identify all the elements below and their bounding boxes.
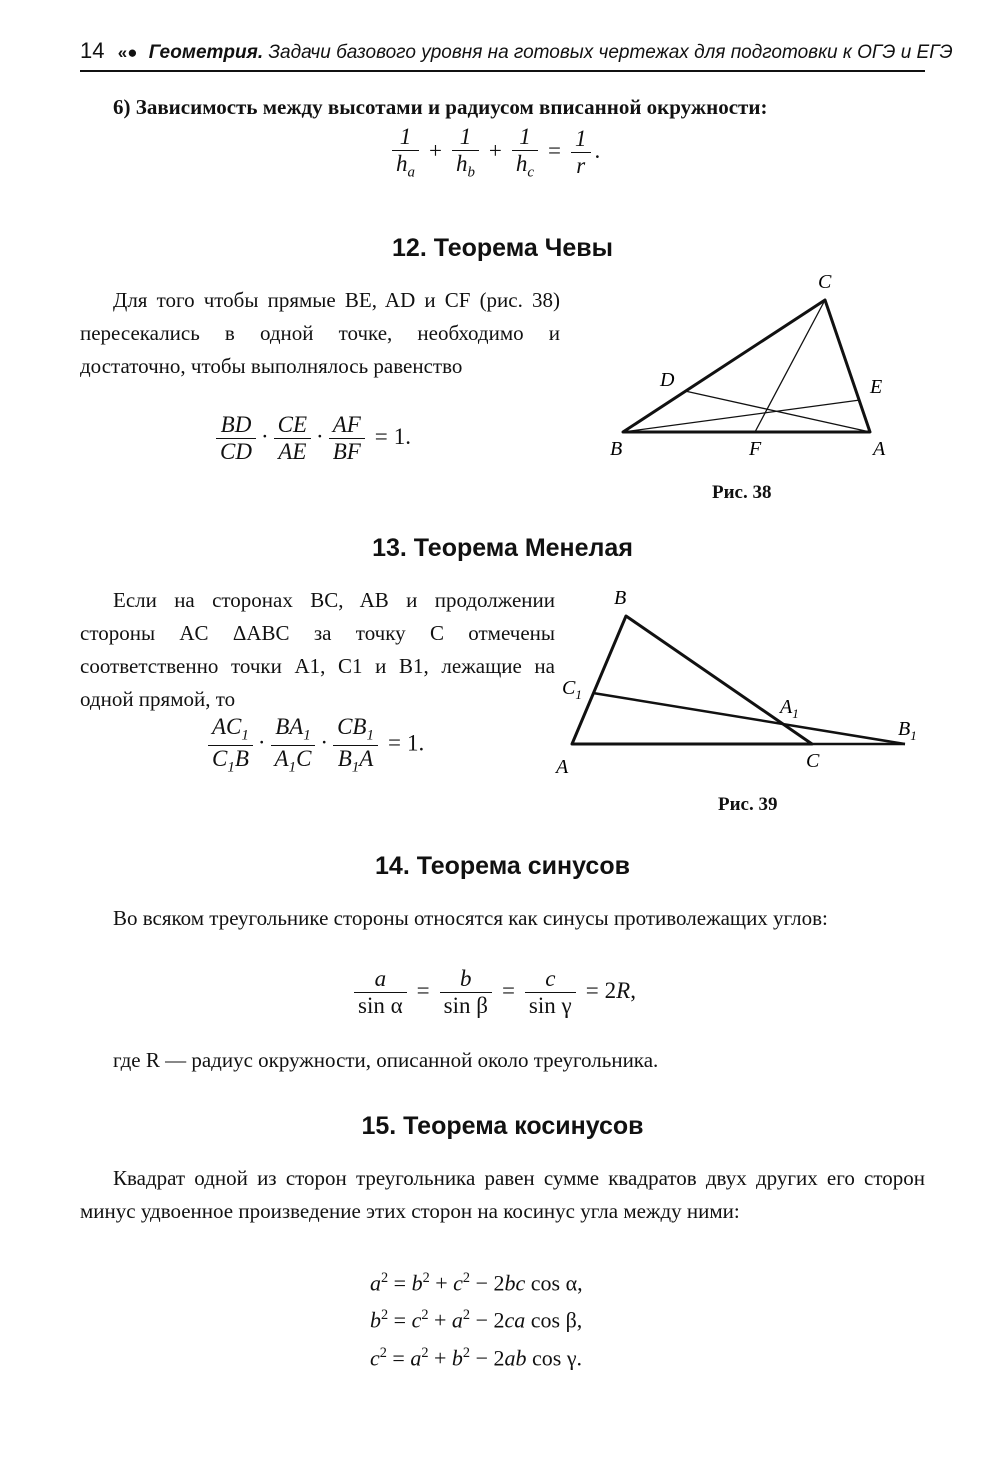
running-header bbox=[80, 38, 953, 64]
figure-39 bbox=[550, 582, 930, 782]
label-A: A bbox=[556, 756, 569, 778]
label-A: A bbox=[873, 438, 886, 460]
label-A1: $A_1$ bbox=[780, 696, 799, 721]
section15-title: 15. Теорема косинусов bbox=[361, 1112, 644, 1140]
section15-text: Квадрат одной из сторон треугольника равен сумме квадратов двух других его сторон минус удвоенное произведение этих сторон на косинус угла между ними: bbox=[80, 1166, 925, 1223]
label-B: B bbox=[614, 587, 627, 609]
label-B1: $B_1$ bbox=[898, 718, 917, 743]
formula-ceva: $\frac{BD}{CD}$ · $\frac{CE}{AE}$ · $\frac{AF}{BF}$ = 1. bbox=[212, 412, 411, 465]
cevian-be bbox=[623, 400, 860, 432]
formula-sines: $\frac{a}{\text{sin α}}$ = $\frac{b}{\text{sin β}}$ = $\frac{c}{\text{sin γ}}$ = 2R, bbox=[350, 966, 636, 1019]
cevian-ad bbox=[685, 391, 870, 432]
formula-heights-radius: $\frac{1}{h_a}$ + $\frac{1}{h_b}$ + $\frac{1}{h_c}$ = $\frac{1}{r}$ . bbox=[388, 124, 600, 182]
label-C: C bbox=[818, 271, 832, 293]
section14-after: где R — радиус окружности, описанной около треугольника. bbox=[113, 1048, 659, 1072]
caption-fig39: Рис. 39 bbox=[718, 794, 778, 815]
cosine-law-b: $b^2 = c^2 + a^2 - 2ca$ cos β, bbox=[370, 1307, 583, 1333]
page-number: 14 bbox=[80, 38, 105, 63]
label-B: B bbox=[610, 438, 623, 460]
cevian-cf bbox=[755, 300, 825, 432]
formula-menelaus: $\frac{AC_1}{C_1B}$ · $\frac{BA_1}{A_1C}$ · $\frac{CB_1}{B_1A}$ = 1. bbox=[204, 714, 424, 776]
section13-text: Если на сторонах BC, AB и продолжении стороны AC ΔABC за точку C отмечены соответственно точки A1, C1 и B1, лежащие на одной прямой, то bbox=[80, 588, 555, 711]
item6-heading: 6) Зависимость между высотами и радиусом вписанной окружности: bbox=[113, 95, 768, 119]
book-subtitle: Задачи базового уровня на готовых чертежах для подготовки к ОГЭ и ЕГЭ bbox=[268, 42, 953, 63]
section14-text: Во всяком треугольнике стороны относятся как синусы противолежащих углов: bbox=[113, 906, 828, 930]
label-E: E bbox=[870, 376, 883, 398]
ceva-triangle bbox=[623, 300, 870, 432]
cosine-law-a: $a^2 = b^2 + c^2 - 2bc$ cos α, bbox=[370, 1270, 583, 1296]
label-F: F bbox=[749, 438, 762, 460]
label-C1: $C_1$ bbox=[562, 677, 582, 702]
section13-title: 13. Теорема Менелая bbox=[372, 534, 633, 562]
menelaus-triangle bbox=[572, 616, 812, 744]
caption-fig38: Рис. 38 bbox=[712, 482, 772, 503]
label-C: C bbox=[806, 750, 820, 772]
header-rule bbox=[80, 70, 925, 72]
header-mark-icon: «● bbox=[117, 43, 138, 62]
figure-38 bbox=[590, 262, 920, 482]
formula-cosines bbox=[370, 1262, 583, 1374]
section12-title: 12. Теорема Чевы bbox=[392, 234, 613, 262]
book-title: Геометрия. bbox=[148, 42, 264, 63]
cosine-law-c: $c^2 = a^2 + b^2 - 2ab$ cos γ. bbox=[370, 1344, 583, 1370]
section14-title: 14. Теорема синусов bbox=[375, 852, 630, 880]
label-D: D bbox=[660, 369, 675, 391]
section12-text: Для того чтобы прямые BE, AD и CF (рис. 38) пересекались в одной точке, необходимо и достаточно, чтобы выполнялось равенство bbox=[80, 288, 560, 378]
